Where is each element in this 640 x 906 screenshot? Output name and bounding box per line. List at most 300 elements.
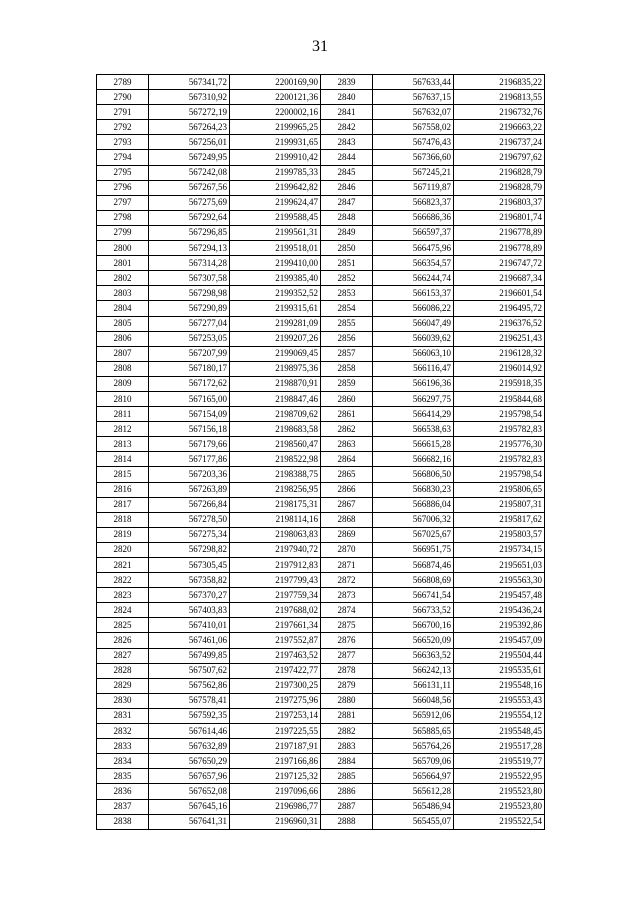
point-number-right-cell: 2857 [321, 346, 373, 361]
table-row [97, 769, 545, 784]
x-coordinate-left-cell: 567614,46 [149, 724, 230, 739]
x-coordinate-left-cell: 567177,86 [149, 452, 230, 467]
x-coordinate-left-cell: 567154,09 [149, 407, 230, 422]
y-coordinate-right-cell: 2195651,03 [454, 558, 545, 573]
x-coordinate-left-cell: 567278,50 [149, 512, 230, 527]
x-coordinate-right-cell: 566242,13 [373, 663, 454, 678]
y-coordinate-left-cell: 2197225,55 [230, 724, 321, 739]
x-coordinate-left-cell: 567296,85 [149, 225, 230, 240]
y-coordinate-left-cell: 2197463,52 [230, 648, 321, 663]
x-coordinate-right-cell: 566682,16 [373, 452, 454, 467]
point-number-left-cell: 2795 [97, 165, 149, 180]
table-row [97, 120, 545, 135]
x-coordinate-left-cell: 567172,62 [149, 376, 230, 391]
y-coordinate-left-cell: 2197275,96 [230, 693, 321, 708]
y-coordinate-left-cell: 2197187,91 [230, 739, 321, 754]
table-row [97, 346, 545, 361]
x-coordinate-right-cell: 565912,06 [373, 708, 454, 723]
x-coordinate-right-cell: 566806,50 [373, 467, 454, 482]
y-coordinate-right-cell: 2195457,09 [454, 633, 545, 648]
x-coordinate-left-cell: 567562,86 [149, 678, 230, 693]
y-coordinate-right-cell: 2196601,54 [454, 286, 545, 301]
y-coordinate-right-cell: 2196813,55 [454, 90, 545, 105]
y-coordinate-left-cell: 2197688,02 [230, 603, 321, 618]
y-coordinate-right-cell: 2196495,72 [454, 301, 545, 316]
x-coordinate-right-cell: 567245,21 [373, 165, 454, 180]
y-coordinate-right-cell: 2195734,15 [454, 542, 545, 557]
x-coordinate-right-cell: 565764,26 [373, 739, 454, 754]
table-row [97, 739, 545, 754]
point-number-right-cell: 2856 [321, 331, 373, 346]
point-number-right-cell: 2867 [321, 497, 373, 512]
y-coordinate-right-cell: 2196797,62 [454, 150, 545, 165]
x-coordinate-right-cell: 567366,60 [373, 150, 454, 165]
point-number-right-cell: 2859 [321, 376, 373, 391]
y-coordinate-left-cell: 2198388,75 [230, 467, 321, 482]
point-number-left-cell: 2820 [97, 542, 149, 557]
x-coordinate-left-cell: 567272,19 [149, 105, 230, 120]
table-row [97, 799, 545, 814]
y-coordinate-left-cell: 2199315,61 [230, 301, 321, 316]
y-coordinate-left-cell: 2199069,45 [230, 346, 321, 361]
x-coordinate-right-cell: 566538,63 [373, 422, 454, 437]
x-coordinate-right-cell: 566063,10 [373, 346, 454, 361]
y-coordinate-right-cell: 2196737,24 [454, 135, 545, 150]
coordinates-table-body [97, 75, 545, 830]
x-coordinate-right-cell: 567006,32 [373, 512, 454, 527]
y-coordinate-right-cell: 2195782,83 [454, 452, 545, 467]
table-row [97, 648, 545, 663]
x-coordinate-left-cell: 567267,56 [149, 180, 230, 195]
x-coordinate-right-cell: 566886,04 [373, 497, 454, 512]
point-number-right-cell: 2848 [321, 210, 373, 225]
x-coordinate-left-cell: 567632,89 [149, 739, 230, 754]
table-row [97, 75, 545, 90]
point-number-right-cell: 2880 [321, 693, 373, 708]
point-number-left-cell: 2806 [97, 331, 149, 346]
point-number-left-cell: 2818 [97, 512, 149, 527]
table-row [97, 195, 545, 210]
x-coordinate-right-cell: 567476,43 [373, 135, 454, 150]
y-coordinate-right-cell: 2195392,86 [454, 618, 545, 633]
table-row [97, 225, 545, 240]
table-row [97, 90, 545, 105]
table-row [97, 588, 545, 603]
y-coordinate-left-cell: 2199561,31 [230, 225, 321, 240]
coordinates-table [96, 74, 545, 830]
y-coordinate-left-cell: 2197759,34 [230, 588, 321, 603]
x-coordinate-left-cell: 567645,16 [149, 799, 230, 814]
point-number-left-cell: 2792 [97, 120, 149, 135]
x-coordinate-right-cell: 567025,67 [373, 527, 454, 542]
point-number-left-cell: 2827 [97, 648, 149, 663]
table-row [97, 331, 545, 346]
x-coordinate-left-cell: 567203,36 [149, 467, 230, 482]
point-number-left-cell: 2801 [97, 256, 149, 271]
y-coordinate-left-cell: 2199785,33 [230, 165, 321, 180]
x-coordinate-right-cell: 566741,54 [373, 588, 454, 603]
point-number-right-cell: 2852 [321, 271, 373, 286]
y-coordinate-left-cell: 2197166,86 [230, 754, 321, 769]
x-coordinate-left-cell: 567307,58 [149, 271, 230, 286]
point-number-right-cell: 2843 [321, 135, 373, 150]
point-number-right-cell: 2871 [321, 558, 373, 573]
y-coordinate-right-cell: 2196128,32 [454, 346, 545, 361]
y-coordinate-left-cell: 2200169,90 [230, 75, 321, 90]
y-coordinate-right-cell: 2196747,72 [454, 256, 545, 271]
point-number-right-cell: 2840 [321, 90, 373, 105]
point-number-left-cell: 2829 [97, 678, 149, 693]
table-row [97, 316, 545, 331]
y-coordinate-right-cell: 2195553,43 [454, 693, 545, 708]
point-number-right-cell: 2870 [321, 542, 373, 557]
x-coordinate-right-cell: 566196,36 [373, 376, 454, 391]
x-coordinate-right-cell: 566951,75 [373, 542, 454, 557]
point-number-right-cell: 2866 [321, 482, 373, 497]
y-coordinate-left-cell: 2197300,25 [230, 678, 321, 693]
x-coordinate-right-cell: 566475,96 [373, 241, 454, 256]
x-coordinate-left-cell: 567275,34 [149, 527, 230, 542]
table-row [97, 241, 545, 256]
point-number-right-cell: 2883 [321, 739, 373, 754]
x-coordinate-left-cell: 567179,66 [149, 437, 230, 452]
y-coordinate-left-cell: 2197125,32 [230, 769, 321, 784]
x-coordinate-left-cell: 567294,13 [149, 241, 230, 256]
point-number-right-cell: 2858 [321, 361, 373, 376]
x-coordinate-left-cell: 567180,17 [149, 361, 230, 376]
x-coordinate-left-cell: 567499,85 [149, 648, 230, 663]
y-coordinate-left-cell: 2199965,25 [230, 120, 321, 135]
point-number-right-cell: 2853 [321, 286, 373, 301]
y-coordinate-left-cell: 2198847,46 [230, 391, 321, 406]
y-coordinate-right-cell: 2196778,89 [454, 241, 545, 256]
y-coordinate-right-cell: 2195517,28 [454, 739, 545, 754]
point-number-left-cell: 2836 [97, 784, 149, 799]
x-coordinate-right-cell: 565612,28 [373, 784, 454, 799]
point-number-right-cell: 2846 [321, 180, 373, 195]
point-number-left-cell: 2835 [97, 769, 149, 784]
x-coordinate-left-cell: 567314,28 [149, 256, 230, 271]
point-number-right-cell: 2885 [321, 769, 373, 784]
point-number-left-cell: 2790 [97, 90, 149, 105]
x-coordinate-right-cell: 566153,37 [373, 286, 454, 301]
point-number-left-cell: 2804 [97, 301, 149, 316]
point-number-left-cell: 2814 [97, 452, 149, 467]
point-number-left-cell: 2833 [97, 739, 149, 754]
point-number-right-cell: 2875 [321, 618, 373, 633]
y-coordinate-left-cell: 2200002,16 [230, 105, 321, 120]
x-coordinate-right-cell: 567119,87 [373, 180, 454, 195]
table-row [97, 542, 545, 557]
point-number-left-cell: 2805 [97, 316, 149, 331]
point-number-right-cell: 2844 [321, 150, 373, 165]
y-coordinate-right-cell: 2195806,65 [454, 482, 545, 497]
x-coordinate-right-cell: 566520,09 [373, 633, 454, 648]
table-row [97, 256, 545, 271]
point-number-left-cell: 2825 [97, 618, 149, 633]
x-coordinate-left-cell: 567253,05 [149, 331, 230, 346]
point-number-left-cell: 2834 [97, 754, 149, 769]
y-coordinate-left-cell: 2199910,42 [230, 150, 321, 165]
point-number-right-cell: 2842 [321, 120, 373, 135]
point-number-left-cell: 2791 [97, 105, 149, 120]
table-row [97, 437, 545, 452]
x-coordinate-right-cell: 566048,56 [373, 693, 454, 708]
y-coordinate-left-cell: 2198560,47 [230, 437, 321, 452]
y-coordinate-right-cell: 2195782,83 [454, 422, 545, 437]
y-coordinate-left-cell: 2199931,65 [230, 135, 321, 150]
y-coordinate-right-cell: 2196835,22 [454, 75, 545, 90]
x-coordinate-right-cell: 566414,29 [373, 407, 454, 422]
x-coordinate-right-cell: 566874,46 [373, 558, 454, 573]
y-coordinate-left-cell: 2198522,98 [230, 452, 321, 467]
y-coordinate-right-cell: 2195817,62 [454, 512, 545, 527]
x-coordinate-left-cell: 567578,41 [149, 693, 230, 708]
point-number-right-cell: 2855 [321, 316, 373, 331]
y-coordinate-right-cell: 2196663,22 [454, 120, 545, 135]
x-coordinate-left-cell: 567370,27 [149, 588, 230, 603]
x-coordinate-right-cell: 566830,23 [373, 482, 454, 497]
y-coordinate-right-cell: 2196251,43 [454, 331, 545, 346]
point-number-left-cell: 2817 [97, 497, 149, 512]
table-row [97, 407, 545, 422]
table-row [97, 150, 545, 165]
y-coordinate-left-cell: 2199518,01 [230, 241, 321, 256]
x-coordinate-right-cell: 566808,69 [373, 573, 454, 588]
y-coordinate-left-cell: 2198256,95 [230, 482, 321, 497]
y-coordinate-right-cell: 2195803,57 [454, 527, 545, 542]
point-number-left-cell: 2821 [97, 558, 149, 573]
x-coordinate-left-cell: 567592,35 [149, 708, 230, 723]
table-row [97, 135, 545, 150]
x-coordinate-left-cell: 567290,89 [149, 301, 230, 316]
y-coordinate-left-cell: 2199410,00 [230, 256, 321, 271]
x-coordinate-left-cell: 567652,08 [149, 784, 230, 799]
point-number-left-cell: 2828 [97, 663, 149, 678]
point-number-left-cell: 2822 [97, 573, 149, 588]
x-coordinate-right-cell: 565885,65 [373, 724, 454, 739]
y-coordinate-right-cell: 2195918,35 [454, 376, 545, 391]
x-coordinate-right-cell: 566823,37 [373, 195, 454, 210]
x-coordinate-left-cell: 567277,04 [149, 316, 230, 331]
x-coordinate-left-cell: 567156,18 [149, 422, 230, 437]
x-coordinate-right-cell: 566615,28 [373, 437, 454, 452]
point-number-left-cell: 2789 [97, 75, 149, 90]
point-number-right-cell: 2851 [321, 256, 373, 271]
x-coordinate-left-cell: 567507,62 [149, 663, 230, 678]
y-coordinate-right-cell: 2196014,92 [454, 361, 545, 376]
y-coordinate-left-cell: 2198063,83 [230, 527, 321, 542]
y-coordinate-right-cell: 2196803,37 [454, 195, 545, 210]
y-coordinate-left-cell: 2197422,77 [230, 663, 321, 678]
point-number-right-cell: 2864 [321, 452, 373, 467]
table-row [97, 180, 545, 195]
point-number-left-cell: 2810 [97, 391, 149, 406]
x-coordinate-left-cell: 567263,89 [149, 482, 230, 497]
point-number-right-cell: 2878 [321, 663, 373, 678]
point-number-left-cell: 2819 [97, 527, 149, 542]
x-coordinate-left-cell: 567341,72 [149, 75, 230, 90]
point-number-right-cell: 2886 [321, 784, 373, 799]
point-number-right-cell: 2888 [321, 814, 373, 829]
y-coordinate-right-cell: 2195798,54 [454, 407, 545, 422]
y-coordinate-left-cell: 2199385,40 [230, 271, 321, 286]
y-coordinate-right-cell: 2195436,24 [454, 603, 545, 618]
point-number-right-cell: 2881 [321, 708, 373, 723]
y-coordinate-left-cell: 2197940,72 [230, 542, 321, 557]
x-coordinate-left-cell: 567242,08 [149, 165, 230, 180]
point-number-left-cell: 2807 [97, 346, 149, 361]
table-row [97, 573, 545, 588]
y-coordinate-left-cell: 2198975,36 [230, 361, 321, 376]
table-row [97, 497, 545, 512]
table-row [97, 482, 545, 497]
y-coordinate-left-cell: 2199642,82 [230, 180, 321, 195]
y-coordinate-left-cell: 2199207,26 [230, 331, 321, 346]
table-row [97, 210, 545, 225]
x-coordinate-right-cell: 567637,15 [373, 90, 454, 105]
y-coordinate-left-cell: 2197799,43 [230, 573, 321, 588]
point-number-left-cell: 2798 [97, 210, 149, 225]
table-row [97, 678, 545, 693]
table-row [97, 814, 545, 829]
point-number-left-cell: 2811 [97, 407, 149, 422]
point-number-left-cell: 2796 [97, 180, 149, 195]
page-number: 31 [312, 38, 328, 55]
point-number-right-cell: 2865 [321, 467, 373, 482]
point-number-right-cell: 2873 [321, 588, 373, 603]
y-coordinate-left-cell: 2199281,09 [230, 316, 321, 331]
x-coordinate-left-cell: 567461,06 [149, 633, 230, 648]
y-coordinate-right-cell: 2195798,54 [454, 467, 545, 482]
point-number-left-cell: 2800 [97, 241, 149, 256]
point-number-left-cell: 2823 [97, 588, 149, 603]
x-coordinate-right-cell: 566244,74 [373, 271, 454, 286]
y-coordinate-right-cell: 2195776,30 [454, 437, 545, 452]
y-coordinate-right-cell: 2196828,79 [454, 165, 545, 180]
y-coordinate-left-cell: 2196960,31 [230, 814, 321, 829]
table-row [97, 422, 545, 437]
table-row [97, 558, 545, 573]
x-coordinate-right-cell: 565486,94 [373, 799, 454, 814]
point-number-left-cell: 2799 [97, 225, 149, 240]
point-number-left-cell: 2830 [97, 693, 149, 708]
y-coordinate-right-cell: 2195548,16 [454, 678, 545, 693]
y-coordinate-left-cell: 2198870,91 [230, 376, 321, 391]
y-coordinate-right-cell: 2196801,74 [454, 210, 545, 225]
y-coordinate-left-cell: 2197912,83 [230, 558, 321, 573]
point-number-right-cell: 2861 [321, 407, 373, 422]
y-coordinate-right-cell: 2195844,68 [454, 391, 545, 406]
x-coordinate-left-cell: 567292,64 [149, 210, 230, 225]
y-coordinate-right-cell: 2195523,80 [454, 799, 545, 814]
point-number-right-cell: 2879 [321, 678, 373, 693]
x-coordinate-left-cell: 567358,82 [149, 573, 230, 588]
x-coordinate-left-cell: 567256,01 [149, 135, 230, 150]
y-coordinate-left-cell: 2197253,14 [230, 708, 321, 723]
y-coordinate-right-cell: 2195457,48 [454, 588, 545, 603]
y-coordinate-right-cell: 2196778,89 [454, 225, 545, 240]
point-number-left-cell: 2812 [97, 422, 149, 437]
y-coordinate-left-cell: 2198709,62 [230, 407, 321, 422]
x-coordinate-right-cell: 565455,07 [373, 814, 454, 829]
point-number-right-cell: 2849 [321, 225, 373, 240]
point-number-left-cell: 2826 [97, 633, 149, 648]
table-row [97, 527, 545, 542]
y-coordinate-right-cell: 2195535,61 [454, 663, 545, 678]
x-coordinate-right-cell: 567633,44 [373, 75, 454, 90]
point-number-right-cell: 2882 [321, 724, 373, 739]
y-coordinate-left-cell: 2198175,31 [230, 497, 321, 512]
y-coordinate-left-cell: 2199588,45 [230, 210, 321, 225]
y-coordinate-right-cell: 2196732,76 [454, 105, 545, 120]
x-coordinate-right-cell: 566354,57 [373, 256, 454, 271]
table-row [97, 286, 545, 301]
table-row [97, 105, 545, 120]
table-row [97, 754, 545, 769]
point-number-left-cell: 2831 [97, 708, 149, 723]
y-coordinate-left-cell: 2197096,66 [230, 784, 321, 799]
y-coordinate-right-cell: 2196376,52 [454, 316, 545, 331]
table-row [97, 467, 545, 482]
x-coordinate-left-cell: 567310,92 [149, 90, 230, 105]
x-coordinate-left-cell: 567305,45 [149, 558, 230, 573]
x-coordinate-right-cell: 566047,49 [373, 316, 454, 331]
y-coordinate-left-cell: 2200121,36 [230, 90, 321, 105]
point-number-right-cell: 2854 [321, 301, 373, 316]
table-row [97, 708, 545, 723]
point-number-left-cell: 2808 [97, 361, 149, 376]
y-coordinate-left-cell: 2199624,47 [230, 195, 321, 210]
x-coordinate-left-cell: 567641,31 [149, 814, 230, 829]
y-coordinate-left-cell: 2197661,34 [230, 618, 321, 633]
x-coordinate-right-cell: 566733,52 [373, 603, 454, 618]
table-row [97, 693, 545, 708]
y-coordinate-right-cell: 2195563,30 [454, 573, 545, 588]
x-coordinate-right-cell: 566116,47 [373, 361, 454, 376]
point-number-left-cell: 2838 [97, 814, 149, 829]
x-coordinate-left-cell: 567657,96 [149, 769, 230, 784]
point-number-right-cell: 2863 [321, 437, 373, 452]
x-coordinate-left-cell: 567298,98 [149, 286, 230, 301]
table-row [97, 633, 545, 648]
x-coordinate-right-cell: 566700,16 [373, 618, 454, 633]
point-number-right-cell: 2850 [321, 241, 373, 256]
point-number-right-cell: 2847 [321, 195, 373, 210]
point-number-left-cell: 2803 [97, 286, 149, 301]
point-number-right-cell: 2872 [321, 573, 373, 588]
y-coordinate-right-cell: 2195519,77 [454, 754, 545, 769]
y-coordinate-left-cell: 2197552,87 [230, 633, 321, 648]
point-number-left-cell: 2794 [97, 150, 149, 165]
point-number-right-cell: 2868 [321, 512, 373, 527]
y-coordinate-right-cell: 2195554,12 [454, 708, 545, 723]
table-row [97, 452, 545, 467]
table-row [97, 376, 545, 391]
table-row [97, 361, 545, 376]
table-row [97, 663, 545, 678]
x-coordinate-right-cell: 566086,22 [373, 301, 454, 316]
x-coordinate-right-cell: 565709,06 [373, 754, 454, 769]
x-coordinate-left-cell: 567249,95 [149, 150, 230, 165]
point-number-right-cell: 2862 [321, 422, 373, 437]
x-coordinate-right-cell: 566297,75 [373, 391, 454, 406]
table-row [97, 301, 545, 316]
y-coordinate-right-cell: 2195548,45 [454, 724, 545, 739]
x-coordinate-right-cell: 566363,52 [373, 648, 454, 663]
y-coordinate-left-cell: 2196986,77 [230, 799, 321, 814]
x-coordinate-left-cell: 567650,29 [149, 754, 230, 769]
